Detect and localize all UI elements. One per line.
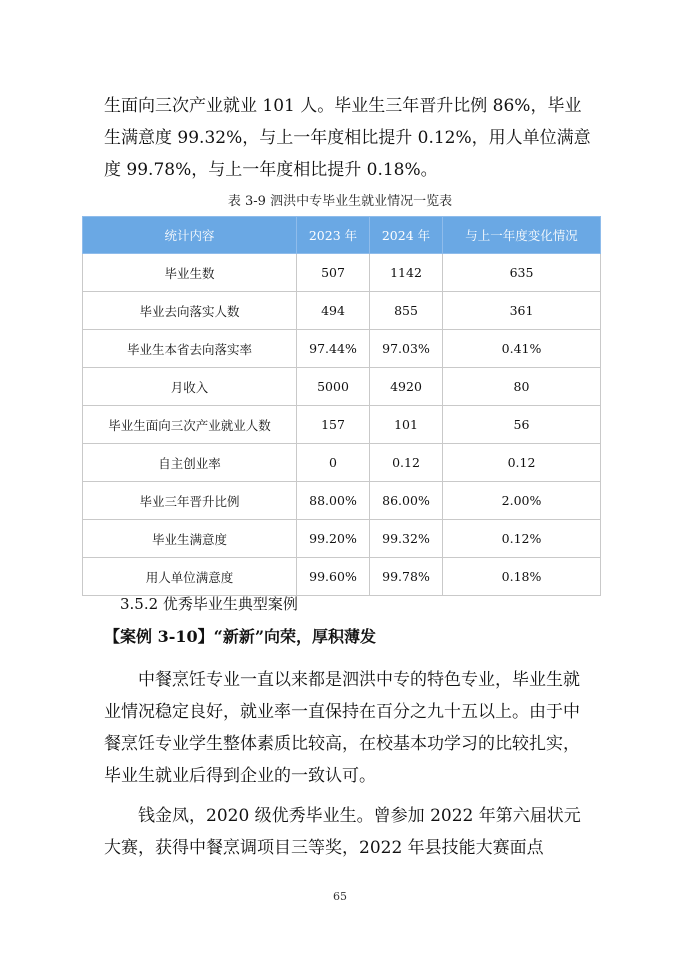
table-cell: 99.60% [297, 558, 370, 596]
table-cell: 99.32% [370, 520, 443, 558]
table-cell: 635 [443, 254, 601, 292]
intro-paragraph: 生面向三次产业就业 101 人。毕业生三年晋升比例 86%，毕业生满意度 99.32%，与上一年度相比提升 0.12%，用人单位满意度 99.78%，与上一年度相比提升 0.18%。 [104, 96, 591, 180]
table-cell: 157 [297, 406, 370, 444]
table-row [83, 368, 601, 406]
header-cell: 2023 年 [297, 217, 370, 254]
table-row [83, 406, 601, 444]
table-cell: 0.18% [443, 558, 601, 596]
table-cell: 97.44% [297, 330, 370, 368]
table-cell: 1142 [370, 254, 443, 292]
table-row [83, 482, 601, 520]
table-cell: 5000 [297, 368, 370, 406]
header-cell: 统计内容 [83, 217, 297, 254]
table-cell: 99.20% [297, 520, 370, 558]
table-cell: 4920 [370, 368, 443, 406]
table-header-row [83, 217, 601, 254]
table-cell: 用人单位满意度 [83, 558, 297, 596]
table-row [83, 520, 601, 558]
page-number: 65 [333, 890, 347, 903]
table-cell: 毕业生数 [83, 254, 297, 292]
table-cell: 80 [443, 368, 601, 406]
table-cell: 88.00% [297, 482, 370, 520]
case-paragraph-2: 钱金凤，2020 级优秀毕业生。曾参加 2022 年第六届状元大赛，获得中餐烹调项目三等奖，2022 年县技能大赛面点 [104, 806, 581, 858]
table-cell: 507 [297, 254, 370, 292]
table-cell: 毕业去向落实人数 [83, 292, 297, 330]
table-cell: 0.12 [443, 444, 601, 482]
table-cell: 361 [443, 292, 601, 330]
table-cell: 毕业生满意度 [83, 520, 297, 558]
table-cell: 2.00% [443, 482, 601, 520]
table-cell: 毕业生本省去向落实率 [83, 330, 297, 368]
table-cell: 494 [297, 292, 370, 330]
table-cell: 101 [370, 406, 443, 444]
header-cell: 与上一年度变化情况 [443, 217, 601, 254]
table-cell: 毕业三年晋升比例 [83, 482, 297, 520]
table-cell: 月收入 [83, 368, 297, 406]
table-cell: 97.03% [370, 330, 443, 368]
table-cell: 56 [443, 406, 601, 444]
table-cell: 855 [370, 292, 443, 330]
case-title: 【案例 3-10】“新新”向荣，厚积薄发 [104, 627, 377, 646]
case-paragraph-1: 中餐烹饪专业一直以来都是泗洪中专的特色专业，毕业生就业情况稳定良好，就业率一直保持在百分之九十五以上。由于中餐烹饪专业学生整体素质比较高，在校基本功学习的比较扎实，毕业生就业后得到企业的一致认可。 [104, 670, 580, 786]
table-cell: 0.41% [443, 330, 601, 368]
table-cell: 0.12 [370, 444, 443, 482]
table-row [83, 330, 601, 368]
table-cell: 自主创业率 [83, 444, 297, 482]
table-cell: 0 [297, 444, 370, 482]
employment-stats-table [82, 216, 601, 596]
table-caption: 表 3-9 泗洪中专毕业生就业情况一览表 [227, 194, 453, 209]
table-row [83, 254, 601, 292]
table-row [83, 558, 601, 596]
subsection-heading: 3.5.2 优秀毕业生典型案例 [120, 595, 298, 613]
table-row [83, 292, 601, 330]
table-row [83, 444, 601, 482]
header-cell: 2024 年 [370, 217, 443, 254]
table-cell: 毕业生面向三次产业就业人数 [83, 406, 297, 444]
table-cell: 99.78% [370, 558, 443, 596]
table-cell: 0.12% [443, 520, 601, 558]
table-cell: 86.00% [370, 482, 443, 520]
